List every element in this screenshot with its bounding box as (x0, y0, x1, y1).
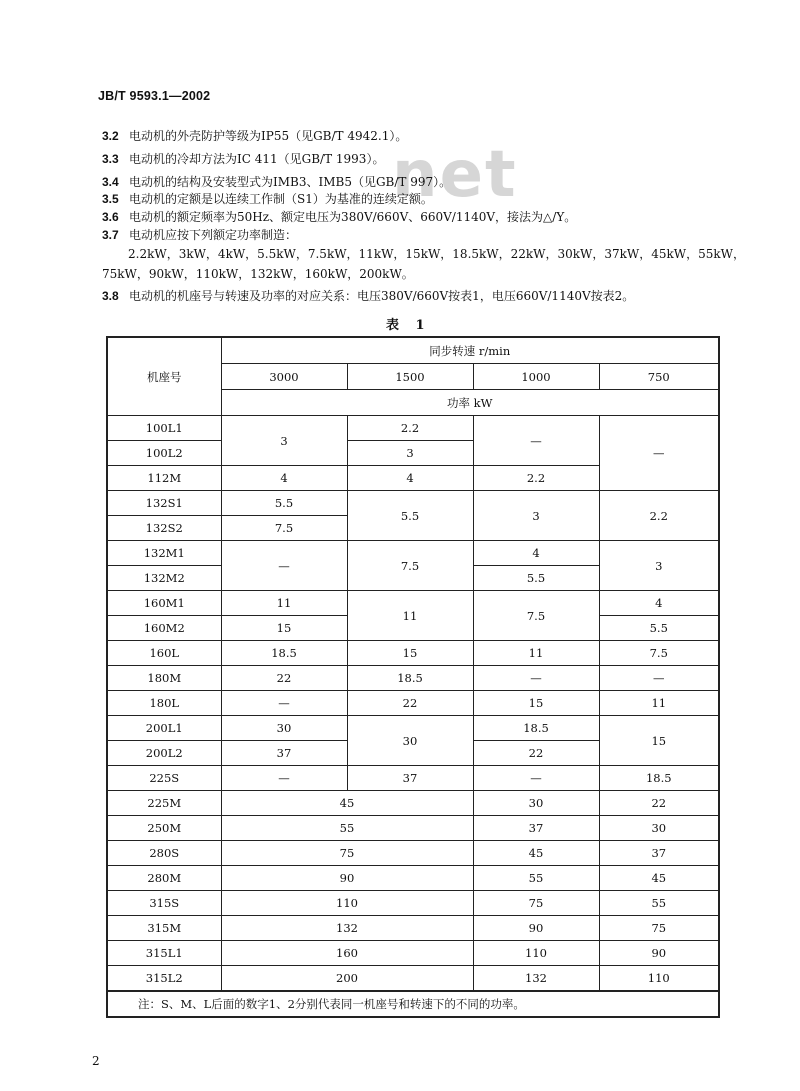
table-row (107, 491, 719, 516)
frame-cell: 160M2 (107, 616, 221, 641)
power-cell: 45 (599, 866, 719, 891)
clause-3-2 (102, 127, 407, 144)
power-header-cell: 功率 kW (221, 390, 719, 416)
frame-cell: 315M (107, 916, 221, 941)
table-row (107, 591, 719, 616)
power-cell: 55 (221, 816, 473, 841)
power-cell: 18.5 (473, 716, 599, 741)
clause-number: 3.4 (102, 175, 119, 189)
clause-number: 3.6 (102, 210, 119, 224)
frame-cell: 112M (107, 466, 221, 491)
document-code: JB/T 9593.1—2002 (98, 89, 211, 103)
table-row (107, 866, 719, 891)
speed-1000-cell: 1000 (473, 364, 599, 390)
table-row (107, 916, 719, 941)
power-cell: — (221, 766, 347, 791)
power-cell: 37 (221, 741, 347, 766)
table-row (107, 941, 719, 966)
clause-number: 3.7 (102, 228, 119, 242)
power-list-line-2: 75kW，90kW，110kW，132kW，160kW，200kW。 (102, 267, 414, 281)
clause-number: 3.3 (102, 152, 119, 166)
power-cell: 75 (599, 916, 719, 941)
power-cell: 4 (347, 466, 473, 491)
power-cell: 15 (221, 616, 347, 641)
clause-3-3 (102, 150, 384, 167)
power-cell: 2.2 (599, 491, 719, 541)
speed-3000-cell: 3000 (221, 364, 347, 390)
power-cell: 18.5 (599, 766, 719, 791)
table-note: 注：S、M、L后面的数字1、2分别代表同一机座号和转速下的不同的功率。 (107, 991, 719, 1017)
clause-3-7 (102, 226, 297, 243)
frame-cell: 132S1 (107, 491, 221, 516)
table-row (107, 966, 719, 992)
power-cell: 55 (473, 866, 599, 891)
power-cell: 55 (599, 891, 719, 916)
power-cell: — (599, 666, 719, 691)
speed-750-cell: 750 (599, 364, 719, 390)
power-cell: 7.5 (473, 591, 599, 641)
power-cell: 5.5 (473, 566, 599, 591)
frame-cell: 200L2 (107, 741, 221, 766)
table-row (107, 766, 719, 791)
clause-3-5 (102, 190, 433, 207)
clause-text: 电动机的外壳防护等级为IP55（见GB/T 4942.1）。 (129, 129, 408, 143)
power-cell: 11 (347, 591, 473, 641)
note-row (107, 991, 719, 1017)
table-row (107, 791, 719, 816)
table-row (107, 666, 719, 691)
frame-cell: 280S (107, 841, 221, 866)
table-row (107, 841, 719, 866)
power-cell: 90 (473, 916, 599, 941)
power-cell: 11 (221, 591, 347, 616)
power-cell: 5.5 (221, 491, 347, 516)
frame-power-table (106, 336, 720, 1018)
power-cell: 3 (221, 416, 347, 466)
power-cell: 5.5 (599, 616, 719, 641)
power-cell: 3 (599, 541, 719, 591)
power-cell: 75 (473, 891, 599, 916)
power-cell: 37 (347, 766, 473, 791)
power-cell: 4 (473, 541, 599, 566)
power-cell: 7.5 (347, 541, 473, 591)
frame-cell: 100L1 (107, 416, 221, 441)
clause-number: 3.8 (102, 289, 119, 303)
frame-cell: 225M (107, 791, 221, 816)
power-cell: 15 (599, 716, 719, 766)
frame-cell: 180L (107, 691, 221, 716)
frame-cell: 250M (107, 816, 221, 841)
frame-cell: 315L1 (107, 941, 221, 966)
power-cell: 75 (221, 841, 473, 866)
power-cell: 2.2 (473, 466, 599, 491)
power-cell: 22 (221, 666, 347, 691)
power-cell: 7.5 (599, 641, 719, 666)
power-cell: 4 (221, 466, 347, 491)
frame-cell: 315S (107, 891, 221, 916)
power-cell: 30 (473, 791, 599, 816)
power-cell: — (473, 416, 599, 466)
speed-1500-cell: 1500 (347, 364, 473, 390)
power-cell: 200 (221, 966, 473, 992)
power-cell: 3 (473, 491, 599, 541)
power-cell: 5.5 (347, 491, 473, 541)
power-cell: 132 (473, 966, 599, 992)
table-row (107, 816, 719, 841)
table-title: 表 1 (386, 318, 431, 333)
frame-cell: 160L (107, 641, 221, 666)
power-cell: 30 (599, 816, 719, 841)
page-number: 2 (92, 1054, 100, 1068)
frame-header-cell: 机座号 (107, 337, 221, 416)
power-cell: 22 (347, 691, 473, 716)
power-cell: 37 (473, 816, 599, 841)
clause-text: 电动机的冷却方法为IC 411（见GB/T 1993）。 (129, 152, 385, 166)
clause-3-8 (102, 287, 634, 304)
power-cell: — (221, 691, 347, 716)
power-cell: 15 (347, 641, 473, 666)
clause-3-6 (102, 208, 576, 225)
power-cell: 18.5 (221, 641, 347, 666)
frame-cell: 315L2 (107, 966, 221, 992)
power-cell: 110 (221, 891, 473, 916)
frame-cell: 180M (107, 666, 221, 691)
power-cell: 18.5 (347, 666, 473, 691)
power-cell: 90 (599, 941, 719, 966)
power-cell: — (473, 766, 599, 791)
clause-text: 电动机的结构及安装型式为IMB3、IMB5（见GB/T 997）。 (129, 175, 452, 189)
frame-cell: 225S (107, 766, 221, 791)
table-row (107, 891, 719, 916)
power-cell: 110 (599, 966, 719, 992)
clause-text: 电动机的机座号与转速及功率的对应关系：电压380V/660V按表1，电压660V/1140V按表2。 (129, 289, 635, 303)
clause-number: 3.2 (102, 129, 119, 143)
power-cell: 22 (473, 741, 599, 766)
power-cell: — (221, 541, 347, 591)
power-cell: 90 (221, 866, 473, 891)
frame-cell: 160M1 (107, 591, 221, 616)
power-cell: 132 (221, 916, 473, 941)
speed-header-cell: 同步转速 r/min (221, 337, 719, 364)
table-row (107, 716, 719, 741)
clause-text: 电动机的定额是以连续工作制（S1）为基准的连续定额。 (129, 192, 433, 206)
power-cell: — (473, 666, 599, 691)
watermark: net (392, 138, 518, 212)
frame-cell: 132M1 (107, 541, 221, 566)
table-row (107, 541, 719, 566)
power-cell: 30 (221, 716, 347, 741)
power-cell: 30 (347, 716, 473, 766)
power-cell: 160 (221, 941, 473, 966)
clause-number: 3.5 (102, 192, 119, 206)
clause-text: 电动机应按下列额定功率制造： (129, 228, 298, 242)
power-cell: 11 (599, 691, 719, 716)
table-row (107, 691, 719, 716)
power-cell: — (599, 416, 719, 491)
power-cell: 11 (473, 641, 599, 666)
clause-3-4 (102, 173, 451, 190)
header-row (107, 337, 719, 364)
frame-cell: 132S2 (107, 516, 221, 541)
power-cell: 15 (473, 691, 599, 716)
frame-cell: 280M (107, 866, 221, 891)
table-row (107, 416, 719, 441)
power-cell: 37 (599, 841, 719, 866)
frame-cell: 100L2 (107, 441, 221, 466)
power-cell: 7.5 (221, 516, 347, 541)
clause-text: 电动机的额定频率为50Hz、额定电压为380V/660V、660V/1140V，接法为△/Y。 (129, 210, 577, 224)
power-cell: 3 (347, 441, 473, 466)
frame-cell: 132M2 (107, 566, 221, 591)
power-list-line-1: 2.2kW，3kW，4kW，5.5kW，7.5kW，11kW，15kW，18.5kW，22kW，30kW，37kW，45kW，55kW， (128, 247, 745, 261)
table-row (107, 641, 719, 666)
frame-cell: 200L1 (107, 716, 221, 741)
power-cell: 45 (221, 791, 473, 816)
power-cell: 22 (599, 791, 719, 816)
power-cell: 110 (473, 941, 599, 966)
power-cell: 45 (473, 841, 599, 866)
power-cell: 4 (599, 591, 719, 616)
power-cell: 2.2 (347, 416, 473, 441)
